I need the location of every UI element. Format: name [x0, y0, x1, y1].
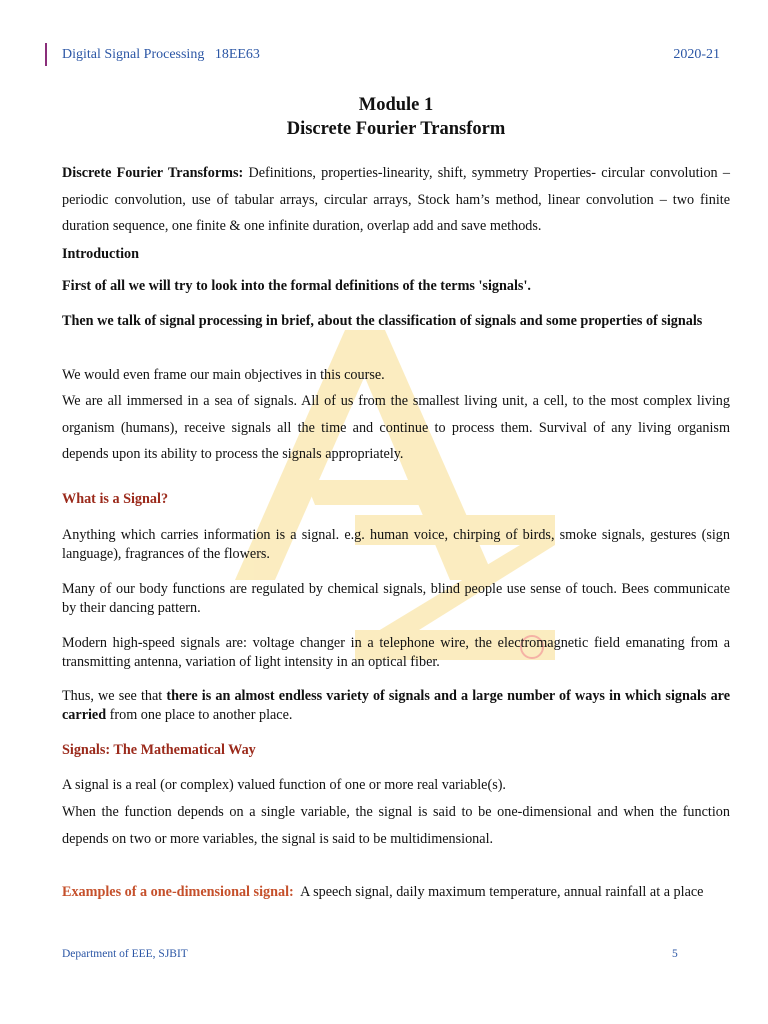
intro-line-1: First of all we will try to look into the formal definitions of the terms 'signals'.	[62, 278, 531, 294]
signal-paragraph-1: Anything which carries information is a signal. e.g. human voice, chirping of birds, smoke signals, gestures (sign language), fragrances of the flowers.	[62, 527, 730, 562]
signal-paragraph-4	[62, 687, 730, 725]
examples-label: Examples of a one-dimensional signal:	[62, 884, 294, 900]
header-accent-bar	[45, 43, 47, 66]
signal-paragraph-4-pre: Thus, we see that	[62, 688, 167, 704]
signal-paragraph-4-post: from one place to another place.	[106, 707, 293, 723]
section-heading-math-way: Signals: The Mathematical Way	[62, 742, 256, 758]
footer-page-number: 5	[672, 948, 678, 960]
header-year: 2020-21	[673, 47, 720, 62]
module-title: Module 1	[358, 95, 434, 115]
intro-paragraph-1: We would even frame our main objectives in this course.	[62, 367, 385, 383]
signal-paragraph-2: Many of our body functions are regulated by chemical signals, blind people use sense of touch. Bees communicate by their dancing pattern.	[62, 581, 730, 616]
intro-heading: Introduction	[62, 246, 139, 262]
syllabus-text: Definitions, properties-linearity, shift, symmetry Properties- circular convolution – periodic convolution, use of tabular arrays, circular arrays, Stock ham’s method, linear convolution – two finite duration sequence, one finite & one infinite duration, overlap add and save methods.	[62, 165, 730, 234]
syllabus-paragraph	[62, 160, 730, 240]
syllabus-label: Discrete Fourier Transforms:	[62, 165, 244, 181]
signal-paragraph-3: Modern high-speed signals are: voltage changer in a telephone wire, the electromagnetic field emanating from a transmitting antenna, variation of light intensity in an optical fiber.	[62, 635, 730, 670]
examples-text: A speech signal, daily maximum temperature, annual rainfall at a place	[293, 884, 704, 900]
intro-line-2: Then we talk of signal processing in brief, about the classification of signals and some properties of signals	[62, 313, 703, 329]
footer-department: Department of EEE, SJBIT	[62, 948, 188, 960]
signal-paragraph-4-bold: there is an almost endless variety of signals and a large number of ways in which signals are carried	[62, 688, 731, 723]
math-paragraph-2: When the function depends on a single variable, the signal is said to be one-dimensional and when the function depends on two or more variables, the signal is said to be multidimensional.	[62, 804, 730, 847]
page-title: Discrete Fourier Transform	[286, 119, 506, 139]
examples-paragraph	[62, 879, 730, 906]
intro-paragraph-2: We are all immersed in a sea of signals. All of us from the smallest living unit, a cell, to the most complex living organism (humans), receive signals all the time and continue to process them. Survival of any living organism depends upon its ability to process the signals appropriately.	[62, 393, 730, 462]
header-course-title: Digital Signal Processing 18EE63	[62, 47, 260, 62]
section-heading-what-is-signal: What is a Signal?	[62, 491, 169, 507]
math-paragraph-1: A signal is a real (or complex) valued function of one or more real variable(s).	[62, 777, 506, 793]
